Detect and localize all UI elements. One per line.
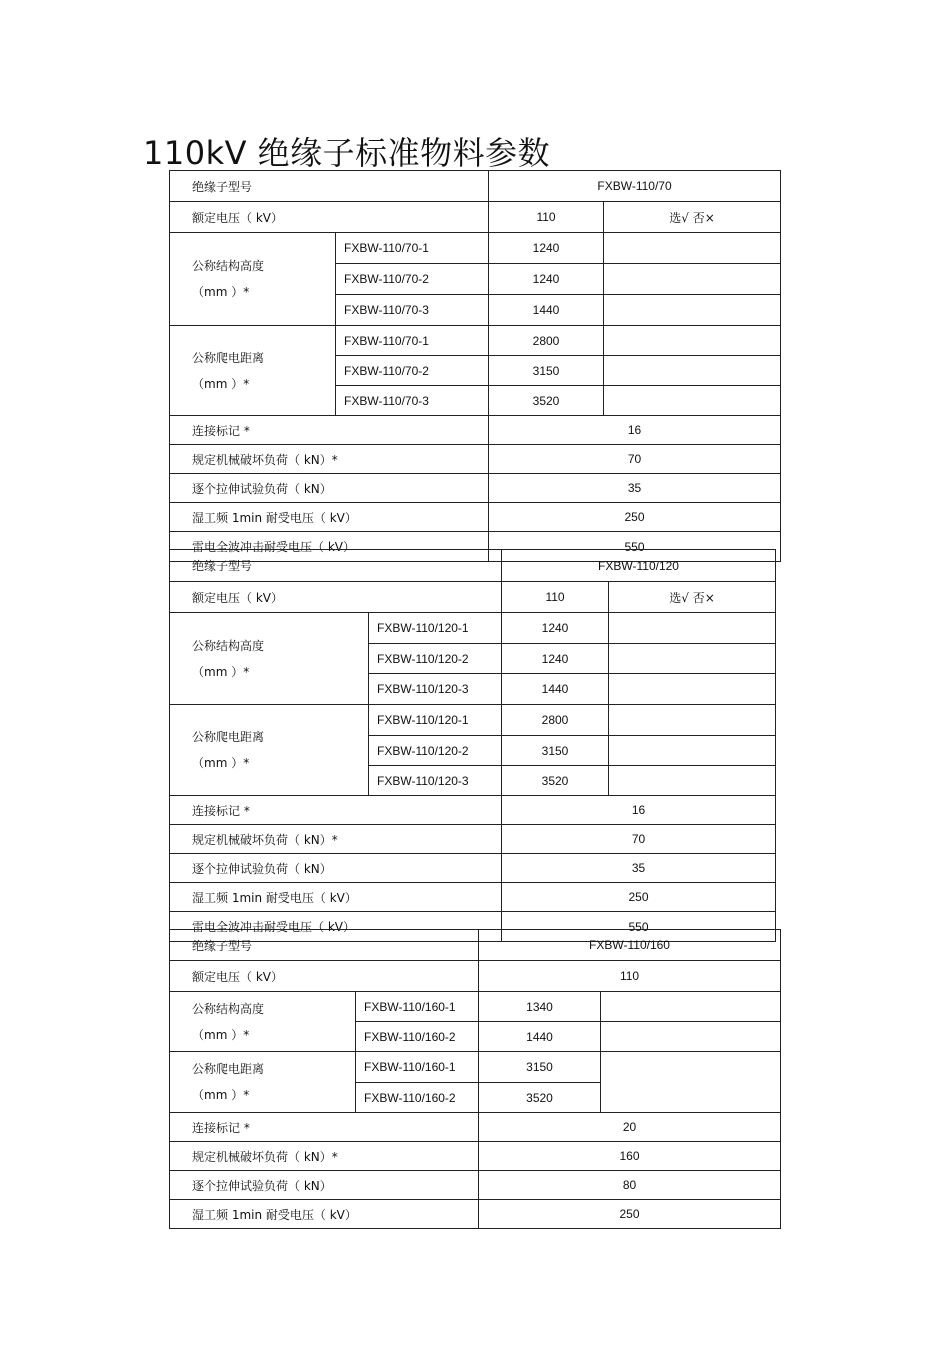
creep-label-line1: 公称爬电距离 (192, 730, 265, 744)
creep-model: FXBW-110/120-2 (369, 736, 502, 766)
choice-cell[interactable] (604, 356, 781, 386)
creep-value: 3520 (489, 386, 604, 416)
choice-cell[interactable] (609, 644, 776, 674)
creep-value: 2800 (489, 326, 604, 356)
creep-label-line2: （mm ）* (192, 756, 250, 770)
choice-cell[interactable] (604, 386, 781, 416)
creep-label-line1: 公称爬电距离 (192, 1062, 265, 1076)
param-value: 550 (489, 532, 781, 562)
height-model: FXBW-110/120-2 (369, 644, 502, 674)
param-label: 连接标记 * (170, 1113, 479, 1142)
param-value: 80 (479, 1171, 781, 1200)
param-value: 250 (502, 883, 776, 912)
insulator-table-70 (169, 170, 781, 562)
creep-label-line2: （mm ）* (192, 1088, 250, 1102)
choice-cell[interactable] (604, 326, 781, 356)
param-value: 16 (489, 416, 781, 445)
rated-voltage-value: 110 (479, 961, 781, 992)
height-value: 1440 (502, 674, 609, 705)
creep-model: FXBW-110/160-1 (356, 1052, 479, 1083)
choice-cell[interactable] (601, 1052, 781, 1113)
height-model: FXBW-110/70-1 (336, 233, 489, 264)
choice-legend: 选√ 否× (604, 202, 781, 233)
param-label: 规定机械破坏负荷（ kN）* (170, 1142, 479, 1171)
param-value: 35 (502, 854, 776, 883)
height-value: 1440 (479, 1022, 601, 1052)
param-label: 逐个拉伸试验负荷（ kN） (170, 1171, 479, 1200)
param-label: 雷电全波冲击耐受电压（ kV） (170, 532, 489, 562)
type-label: 绝缘子型号 (170, 550, 502, 582)
height-label-line2: （mm ）* (192, 664, 250, 679)
param-value: 20 (479, 1113, 781, 1142)
height-model: FXBW-110/70-2 (336, 264, 489, 295)
param-label: 逐个拉伸试验负荷（ kN） (170, 854, 502, 883)
height-label-line2: （mm ）* (192, 285, 250, 299)
param-value: 35 (489, 474, 781, 503)
choice-cell[interactable] (604, 264, 781, 295)
creep-label (170, 1052, 356, 1113)
choice-cell[interactable] (609, 766, 776, 796)
creep-model: FXBW-110/70-2 (336, 356, 489, 386)
creep-model: FXBW-110/160-2 (356, 1083, 479, 1113)
height-value: 1440 (489, 295, 604, 326)
param-value: 70 (489, 445, 781, 474)
creep-value: 3150 (479, 1052, 601, 1083)
param-label: 雷电全波冲击耐受电压（ kV） (170, 912, 502, 942)
height-label-line1: 公称结构高度 (192, 1001, 265, 1016)
param-label: 湿工频 1min 耐受电压（ kV） (170, 883, 502, 912)
creep-model: FXBW-110/70-3 (336, 386, 489, 416)
creep-value: 3150 (489, 356, 604, 386)
choice-cell[interactable] (604, 295, 781, 326)
height-model: FXBW-110/120-3 (369, 674, 502, 705)
rated-voltage-label: 额定电压（ kV） (170, 202, 489, 233)
param-label: 湿工频 1min 耐受电压（ kV） (170, 1200, 479, 1229)
creep-label-line2: （mm ）* (192, 376, 250, 391)
height-value: 1240 (489, 264, 604, 295)
height-label (170, 233, 336, 326)
creep-label (170, 326, 336, 416)
creep-value: 2800 (502, 705, 609, 736)
param-value: 160 (479, 1142, 781, 1171)
param-value: 70 (502, 825, 776, 854)
height-value: 1240 (489, 233, 604, 264)
type-label: 绝缘子型号 (170, 171, 489, 202)
type-label: 绝缘子型号 (170, 930, 479, 961)
creep-value: 3150 (502, 736, 609, 766)
height-model: FXBW-110/160-2 (356, 1022, 479, 1052)
rated-voltage-value: 110 (489, 202, 604, 233)
param-value: 16 (502, 796, 776, 825)
choice-cell[interactable] (609, 705, 776, 736)
choice-legend: 选√ 否× (609, 582, 776, 613)
choice-cell[interactable] (609, 736, 776, 766)
height-model: FXBW-110/70-3 (336, 295, 489, 326)
type-value: FXBW-110/160 (479, 930, 781, 961)
height-label (170, 992, 356, 1052)
type-value: FXBW-110/70 (489, 171, 781, 202)
rated-voltage-label: 额定电压（ kV） (170, 582, 502, 613)
creep-model: FXBW-110/120-3 (369, 766, 502, 796)
rated-voltage-label: 额定电压（ kV） (170, 961, 479, 992)
choice-cell[interactable] (604, 233, 781, 264)
choice-cell[interactable] (609, 674, 776, 705)
insulator-table-160 (169, 929, 781, 1229)
height-label-line2: （mm ）* (192, 1027, 250, 1042)
height-label-line1: 公称结构高度 (192, 259, 265, 273)
rated-voltage-value: 110 (502, 582, 609, 613)
creep-value: 3520 (479, 1083, 601, 1113)
height-value: 1240 (502, 644, 609, 674)
creep-model: FXBW-110/120-1 (369, 705, 502, 736)
page-title: 110kV 绝缘子标准物料参数 (143, 134, 551, 172)
type-value: FXBW-110/120 (502, 550, 776, 582)
insulator-table-120 (169, 549, 776, 942)
height-label-line1: 公称结构高度 (192, 638, 265, 653)
param-value: 250 (489, 503, 781, 532)
param-label: 连接标记 * (170, 796, 502, 825)
creep-label (170, 705, 369, 796)
choice-cell[interactable] (601, 992, 781, 1022)
choice-cell[interactable] (601, 1022, 781, 1052)
param-label: 规定机械破坏负荷（ kN）* (170, 445, 489, 474)
param-value: 250 (479, 1200, 781, 1229)
height-model: FXBW-110/120-1 (369, 613, 502, 644)
param-label: 规定机械破坏负荷（ kN）* (170, 825, 502, 854)
creep-value: 3520 (502, 766, 609, 796)
param-label: 湿工频 1min 耐受电压（ kV） (170, 503, 489, 532)
param-label: 连接标记 * (170, 416, 489, 445)
height-value: 1240 (502, 613, 609, 644)
param-value: 550 (502, 912, 776, 942)
creep-label-line1: 公称爬电距离 (192, 350, 265, 365)
height-model: FXBW-110/160-1 (356, 992, 479, 1022)
creep-model: FXBW-110/70-1 (336, 326, 489, 356)
height-value: 1340 (479, 992, 601, 1022)
choice-cell[interactable] (609, 613, 776, 644)
param-label: 逐个拉伸试验负荷（ kN） (170, 474, 489, 503)
height-label (170, 613, 369, 705)
